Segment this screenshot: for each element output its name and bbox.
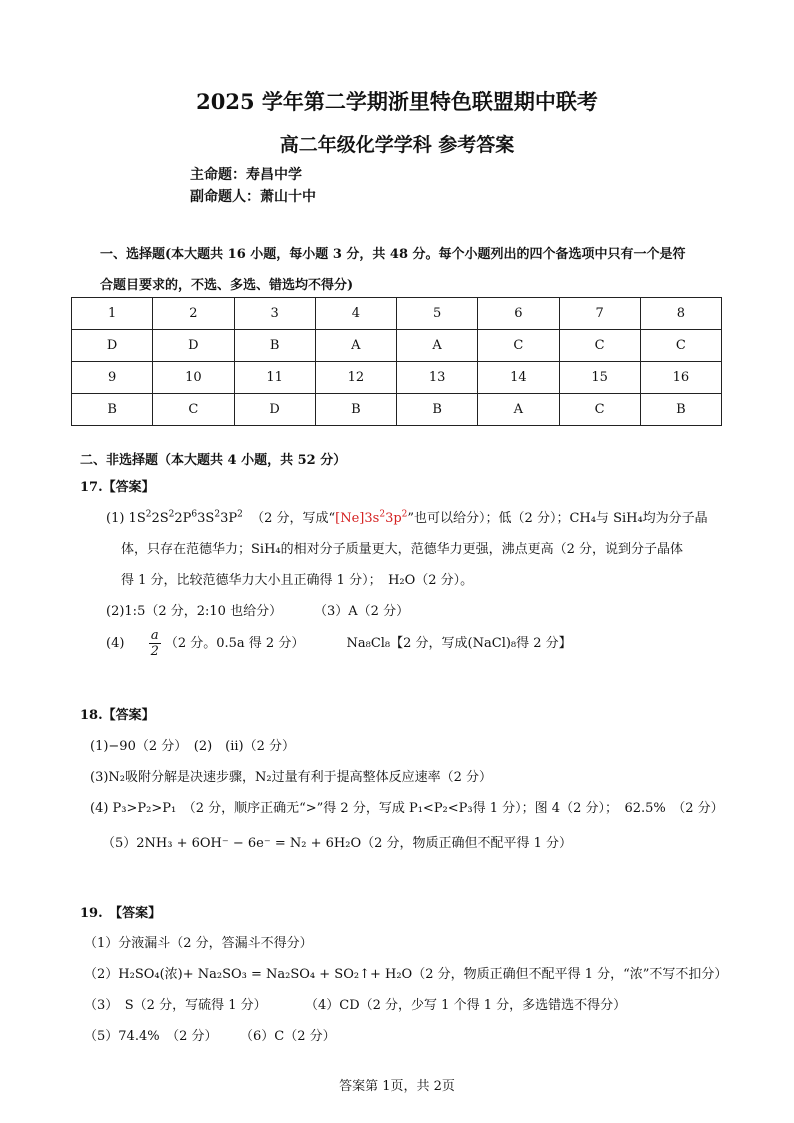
table-cell: 14: [478, 362, 559, 394]
q18-label: 18.【答案】: [80, 708, 155, 723]
fraction-numerator: a: [149, 628, 161, 644]
table-cell: A: [478, 394, 559, 426]
q17-red-config: $[Ne]3s^23p^2$: [335, 509, 408, 526]
table-row: [72, 362, 722, 394]
page-subtitle: 高二年级化学学科 参考答案: [279, 134, 515, 156]
table-cell: C: [640, 330, 721, 362]
q17-part2: (2)1:5（2 分，2:10 也给分）: [106, 604, 283, 619]
q17-part4-number: (4): [106, 636, 125, 651]
table-cell: A: [315, 330, 396, 362]
section1-heading-line1: 一、选择题(本大题共 16 小题，每小题 3 分，共 48 分。每个小题列出的四个备选项中只有一个是符: [100, 247, 686, 262]
table-cell: B: [397, 394, 478, 426]
vice-setter: 副命题人：萧山十中: [190, 189, 316, 205]
q17-part1-line3: 得 1 分，比较范德华力大小且正确得 1 分）； H₂O（2 分）。: [121, 573, 474, 588]
table-cell: 15: [559, 362, 640, 394]
table-cell: D: [153, 330, 234, 362]
q18-line2: (3)N₂吸附分解是决速步骤，N₂过量有利于提高整体反应速率（2 分）: [90, 770, 492, 785]
section2-heading: 二、非选择题（本大题共 4 小题，共 52 分）: [80, 453, 347, 468]
table-cell: 8: [640, 298, 721, 330]
table-cell: 1: [72, 298, 153, 330]
q18-line4: （5）2NH₃ + 6OH⁻ − 6e⁻ = N₂ + 6H₂O（2 分，物质正确但不配平得 1 分）: [102, 836, 573, 851]
q19-line4a: （5）74.4% （2 分）: [84, 1029, 218, 1044]
q19-line4b: （6）C（2 分）: [240, 1029, 336, 1044]
q17-label: 17.【答案】: [80, 480, 155, 495]
q19-line3b: （4）CD（2 分，少写 1 个得 1 分，多选错选不得分）: [305, 998, 627, 1013]
table-cell: 2: [153, 298, 234, 330]
table-cell: B: [234, 330, 315, 362]
table-cell: 3: [234, 298, 315, 330]
table-cell: 6: [478, 298, 559, 330]
table-cell: 16: [640, 362, 721, 394]
q17-part4-text-a: （2 分。0.5a 得 2 分）: [164, 636, 305, 651]
section1-heading-line2: 合题目要求的，不选、多选、错选均不得分): [100, 278, 354, 293]
table-cell: D: [72, 330, 153, 362]
page-footer: 答案第 1页，共 2页: [339, 1079, 455, 1094]
q17-part1-text-a: （2 分，写成“: [251, 511, 336, 526]
table-cell: B: [640, 394, 721, 426]
choice-answer-table: [71, 297, 722, 426]
table-row: [72, 298, 722, 330]
table-cell: B: [72, 394, 153, 426]
q17-part4: [106, 628, 572, 659]
table-cell: 12: [315, 362, 396, 394]
q18-line1: (1)−90（2 分） (2) (ii)（2 分）: [90, 739, 296, 754]
q19-label: 19. 【答案】: [80, 906, 162, 921]
fraction-denominator: 2: [150, 644, 159, 659]
table-cell: C: [478, 330, 559, 362]
table-cell: 10: [153, 362, 234, 394]
table-row: [72, 330, 722, 362]
main-setter: 主命题：寿昌中学: [190, 167, 302, 183]
q17-part1-text-b: ”也可以给分）；低（2 分）；CH₄与 SiH₄均为分子晶: [407, 511, 708, 526]
q19-line3a: （3） S（2 分，写硫得 1 分）: [84, 998, 267, 1013]
page-title: 2025 学年第二学期浙里特色联盟期中联考: [196, 89, 598, 114]
q17-part4-text-b: 【2 分，写成(NaCl)₈得 2 分】: [390, 636, 572, 651]
table-cell: D: [234, 394, 315, 426]
table-row: [72, 394, 722, 426]
table-cell: 4: [315, 298, 396, 330]
table-cell: 5: [397, 298, 478, 330]
table-cell: 13: [397, 362, 478, 394]
table-cell: A: [397, 330, 478, 362]
q17-part4-formula: Na₈Cl₈: [346, 636, 391, 651]
table-cell: C: [153, 394, 234, 426]
q17-part1-number: (1): [106, 511, 129, 526]
q19-line2: （2）H₂SO₄(浓)+ Na₂SO₃ = Na₂SO₄ + SO₂↑+ H₂O（2 分，物质正确但不配平得 1 分，“浓”不写不扣分）: [84, 967, 728, 982]
q19-line1: （1）分液漏斗（2 分，答漏斗不得分）: [84, 936, 313, 951]
table-cell: 9: [72, 362, 153, 394]
table-cell: C: [559, 394, 640, 426]
q17-part3: （3）A（2 分）: [314, 604, 410, 619]
q17-fraction: [149, 628, 161, 659]
table-cell: 7: [559, 298, 640, 330]
q17-part1-line2: 体，只存在范德华力；SiH₄的相对分子质量更大，范德华力更强，沸点更高（2 分，说到分子晶体: [121, 542, 684, 557]
q17-electron-config: $1S^22S^22P^63S^23P^2$: [128, 509, 243, 526]
q18-line3: (4) P₃>P₂>P₁ （2 分，顺序正确无“>”得 2 分，写成 P₁<P₂<P₃得 1 分）；图 4（2 分）； 62.5% （2 分）: [90, 801, 724, 816]
q17-part1-line1: [106, 507, 708, 526]
table-cell: 11: [234, 362, 315, 394]
table-cell: C: [559, 330, 640, 362]
table-cell: B: [315, 394, 396, 426]
